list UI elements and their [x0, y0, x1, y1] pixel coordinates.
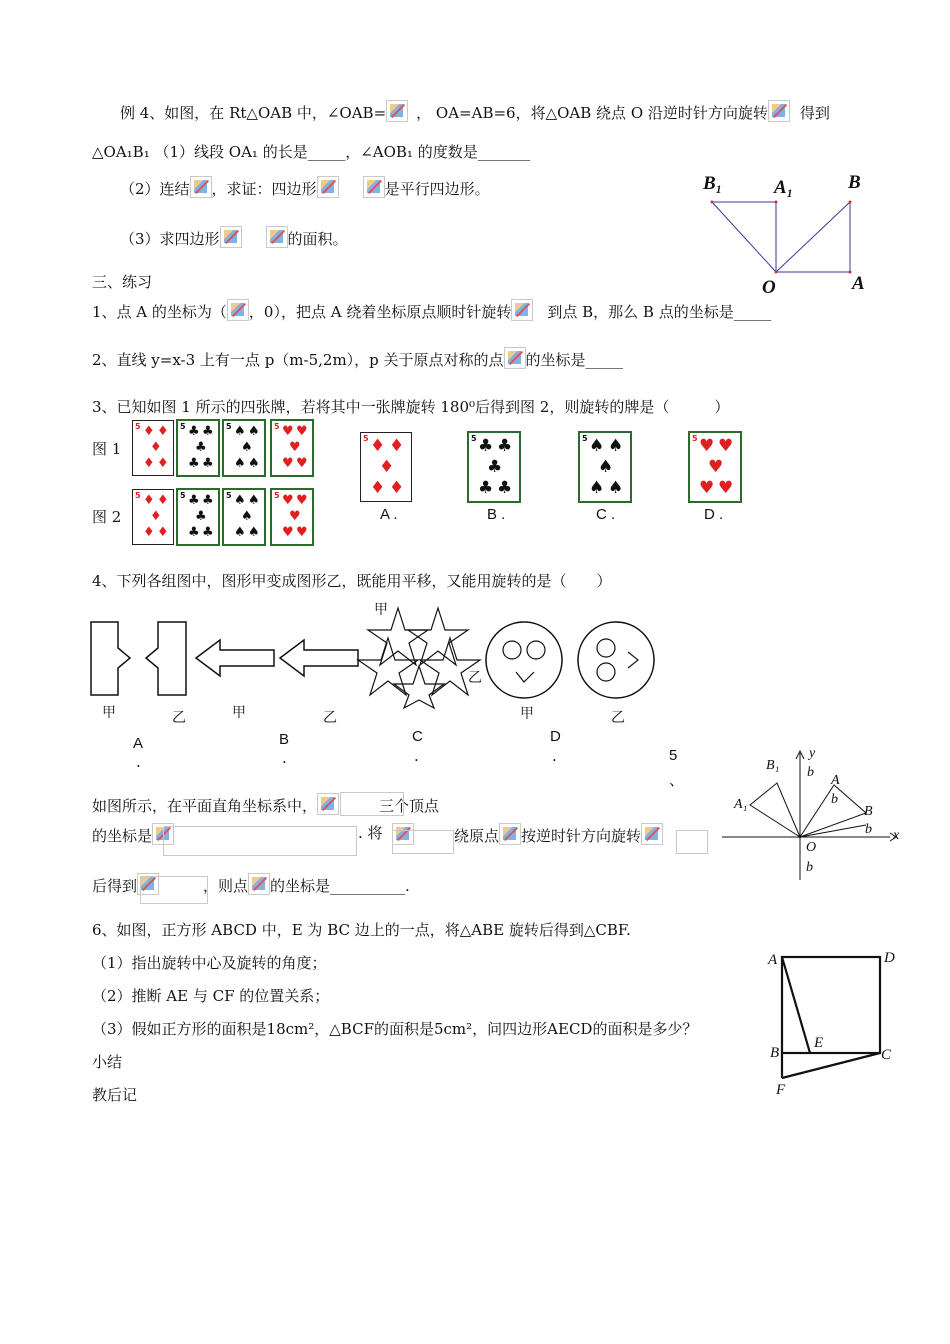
- card-rank: 5: [135, 491, 141, 500]
- q4-option-a-dot: .: [136, 753, 141, 771]
- q1-a: 1、点 A 的坐标为（: [92, 303, 227, 321]
- q5-i: 的坐标是__________.: [270, 877, 410, 895]
- ex4-line1: [120, 100, 830, 123]
- image-frame: [163, 826, 357, 856]
- q2-b: 的坐标是_____: [525, 351, 624, 369]
- fig6-D: D: [884, 950, 895, 966]
- q4-option-d[interactable]: D: [550, 728, 561, 745]
- label-b1: B₁: [703, 173, 723, 194]
- image-placeholder-icon: [190, 176, 212, 198]
- q1-c: 到点 B，那么 B 点的坐标是_____: [547, 303, 772, 321]
- q5-f: 按逆时针方向旋转: [521, 827, 642, 845]
- image-frame: [676, 830, 708, 854]
- face-yi: [578, 622, 654, 698]
- option-label-c: C .: [596, 506, 616, 523]
- card-rank: 5: [692, 434, 698, 443]
- q6-part2: （2）推断 AE 与 CF 的位置关系；: [92, 987, 330, 1005]
- image-frame: [392, 830, 454, 854]
- shape-b-arrow-2: [280, 640, 358, 676]
- fig5-B: B: [864, 804, 873, 819]
- image-placeholder-icon: [363, 176, 385, 198]
- q4-option-c-dot: .: [414, 747, 419, 765]
- label-a: A: [852, 273, 865, 294]
- q2: [92, 347, 623, 370]
- ex4-line2: △OA₁B₁ （1）线段 OA₁ 的长是_____，∠AOB₁ 的度数是_______: [92, 143, 531, 161]
- q5-a: 如图所示，在平面直角坐标系中，: [92, 797, 318, 815]
- label-jia-c: 甲: [374, 602, 388, 618]
- q4-text: 4、下列各组图中，图形甲变成图形乙，既能用平移，又能用旋转的是（ ）: [92, 572, 612, 590]
- card-club: 5 ♣ ♣ ♣ ♣ ♣: [176, 488, 220, 546]
- q6-part3: （3）假如正方形的面积是18cm²，△BCF的面积是5cm²，问四边形AECD的面积是多少？: [92, 1020, 698, 1038]
- q3-text: 3、已知如图 1 所示的四张牌，若将其中一张牌旋转 180⁰后得到图 2，则旋转的牌是（ ）: [92, 398, 730, 416]
- ex4-line1-text-a: 例 4、如图，在 Rt△OAB 中，∠OAB=: [120, 104, 387, 122]
- segment-fc: [782, 1053, 880, 1078]
- label-yi-b: 乙: [323, 710, 337, 726]
- fig6-E: E: [814, 1035, 824, 1051]
- fig5-A1: A₁: [734, 797, 748, 812]
- ex4-line1-text-b: ， OA=AB=6，将△OAB 绕点 O 沿逆时针方向旋转: [416, 104, 768, 122]
- label-yi-a: 乙: [172, 710, 186, 726]
- q5-h: ，则点: [203, 877, 249, 895]
- card-heart: 5 ♥ ♥ ♥ ♥ ♥: [270, 488, 314, 546]
- image-placeholder-icon: [386, 100, 408, 122]
- q1-b: ，0），把点 A 绕着坐标原点顺时针旋转: [248, 303, 512, 321]
- q6-text: 6、如图，正方形 ABCD 中，E 为 BC 边上的一点，将△ABE 旋转后得到△CBF.: [92, 921, 631, 939]
- q6-part1: （1）指出旋转中心及旋转的角度；: [92, 954, 327, 972]
- vertex-dot: [775, 271, 778, 274]
- fig5-A: A: [831, 773, 840, 788]
- segment-ae: [782, 957, 810, 1053]
- image-placeholder-icon: [220, 226, 242, 248]
- ex4-line3-c: 是平行四边形。: [384, 180, 490, 198]
- q5-c: 的坐标是: [92, 827, 153, 845]
- star-2: [408, 608, 468, 665]
- fig5-y: y: [809, 746, 816, 761]
- q3-fig1-label: 图 1: [92, 440, 122, 458]
- q5-d: . 将: [358, 824, 383, 842]
- shape-a-jia: [91, 622, 130, 695]
- q4-option-a[interactable]: A: [133, 735, 144, 752]
- label-jia-d: 甲: [520, 706, 534, 722]
- fig5-b3-label: b: [865, 822, 872, 837]
- shape-a-yi: [146, 622, 186, 695]
- image-placeholder-icon: [266, 226, 288, 248]
- image-frame: [140, 876, 208, 904]
- label-jia-b: 甲: [232, 705, 246, 721]
- vertex-dot: [775, 201, 778, 204]
- card-club: 5 ♣ ♣ ♣ ♣ ♣: [176, 419, 220, 477]
- option-label-a: A .: [380, 506, 398, 523]
- edge-b1-o: [712, 202, 776, 272]
- image-frame: [340, 792, 404, 816]
- card-rank: 5: [180, 422, 186, 431]
- vertex-dot: [849, 201, 852, 204]
- fig5-b1-label: b: [807, 765, 814, 780]
- ex4-line3: [120, 176, 490, 199]
- ex4-line3-a: （2）连结: [120, 180, 190, 198]
- ex4-line4-b: 的面积。: [287, 230, 348, 248]
- fig5-x: x: [893, 828, 900, 843]
- fig5-O: O: [806, 840, 817, 855]
- image-placeholder-icon: [768, 100, 790, 122]
- image-placeholder-icon: [227, 299, 249, 321]
- fig5-b2-label: b: [831, 792, 838, 807]
- image-placeholder-icon: [248, 873, 270, 895]
- shape-b-arrow-1: [196, 640, 274, 676]
- card-rank: 5: [582, 434, 588, 443]
- section-title: 三、练习: [92, 273, 153, 291]
- q1: [92, 299, 771, 322]
- star-5: [394, 666, 444, 708]
- fig6-C: C: [881, 1047, 892, 1063]
- q5-g: 后得到: [92, 877, 138, 895]
- card-diamond: 5 ♦ ♦ ♦ ♦ ♦: [132, 420, 174, 476]
- fig6-B: B: [770, 1045, 780, 1061]
- card-rank: 5: [274, 422, 280, 431]
- image-placeholder-icon: [641, 823, 663, 845]
- label-yi-c: 乙: [468, 670, 482, 686]
- option-card-a[interactable]: 5 ♦ ♦ ♦ ♦ ♦: [360, 432, 412, 502]
- option-card-d[interactable]: 5 ♥ ♥ ♥ ♥ ♥: [688, 431, 742, 503]
- card-heart: 5 ♥ ♥ ♥ ♥ ♥: [270, 419, 314, 477]
- fig6-F: F: [776, 1082, 786, 1098]
- fig5-b4-label: b: [806, 860, 813, 875]
- image-placeholder-icon: [317, 793, 339, 815]
- card-spade: 5 ♠ ♠ ♠ ♠ ♠: [222, 419, 266, 477]
- option-label-b: B .: [487, 506, 506, 523]
- q5-line2: [92, 823, 174, 846]
- card-diamond: 5 ♦ ♦ ♦ ♦ ♦: [132, 489, 174, 545]
- q4-option-c[interactable]: C: [412, 728, 423, 745]
- card-rank: 5: [363, 434, 369, 443]
- q5-b: 三个顶点: [379, 797, 440, 815]
- ex4-line1-text-c: 得到: [799, 104, 830, 122]
- face-jia: [486, 622, 562, 698]
- card-rank: 5: [226, 491, 232, 500]
- q5-number: 5: [669, 747, 678, 764]
- label-yi-d: 乙: [611, 710, 625, 726]
- option-card-c[interactable]: 5 ♠ ♠ ♠ ♠ ♠: [578, 431, 632, 503]
- triangle-a1b1: [750, 783, 800, 837]
- ex4-line4-a: （3）求四边形: [120, 230, 220, 248]
- option-card-b[interactable]: 5 ♣ ♣ ♣ ♣ ♣: [467, 431, 521, 503]
- q4-option-b-dot: .: [282, 749, 287, 767]
- fig6-A: A: [768, 952, 778, 968]
- q5-dun: 、: [669, 771, 685, 789]
- image-placeholder-icon: [317, 176, 339, 198]
- card-rank: 5: [274, 491, 280, 500]
- q2-a: 2、直线 y=x-3 上有一点 p（m-5,2m），p 关于原点对称的点: [92, 351, 504, 369]
- vertex-dot: [711, 201, 714, 204]
- q4-option-d-dot: .: [552, 747, 557, 765]
- card-rank: 5: [180, 491, 186, 500]
- ex4-line3-b: ，求证：四边形: [211, 180, 317, 198]
- label-a1: A₁: [774, 177, 794, 198]
- card-spade: 5 ♠ ♠ ♠ ♠ ♠: [222, 488, 266, 546]
- label-o: O: [762, 277, 776, 298]
- card-rank: 5: [471, 434, 477, 443]
- image-placeholder-icon: [504, 347, 526, 369]
- label-jia-a: 甲: [102, 705, 116, 721]
- image-placeholder-icon: [511, 299, 533, 321]
- card-rank: 5: [135, 422, 141, 431]
- summary: 小结: [92, 1053, 123, 1071]
- q3-fig2-label: 图 2: [92, 508, 122, 526]
- star-3: [358, 638, 418, 695]
- option-label-d: D .: [704, 506, 724, 523]
- ex4-line4: [120, 226, 348, 249]
- label-b: B: [848, 172, 861, 193]
- after-class-notes: 教后记: [92, 1086, 138, 1104]
- segment-ob: [800, 825, 866, 837]
- q4-option-b[interactable]: B: [279, 731, 290, 748]
- fig5-B1: B₁: [766, 758, 780, 773]
- card-rank: 5: [226, 422, 232, 431]
- image-placeholder-icon: [499, 823, 521, 845]
- q5-e: 绕原点: [454, 827, 500, 845]
- edge-o-b: [776, 202, 850, 272]
